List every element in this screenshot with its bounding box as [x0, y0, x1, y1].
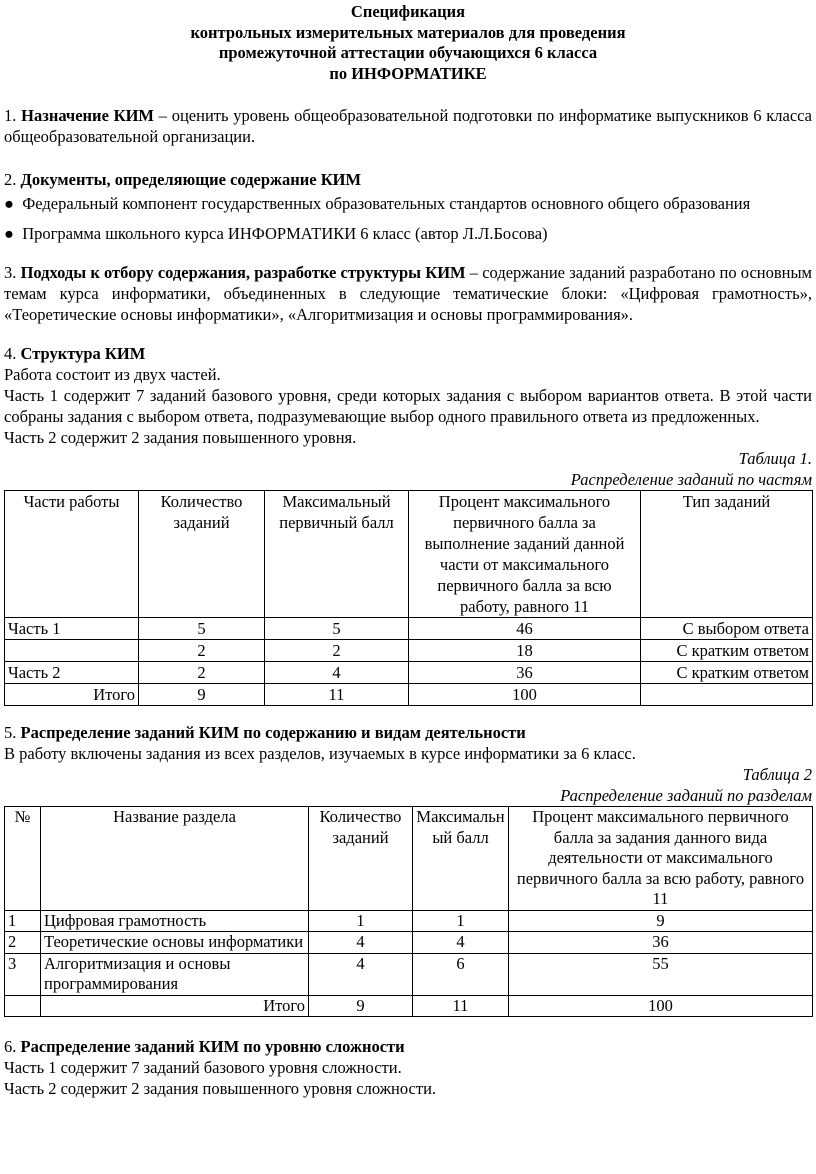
structure-line: Часть 2 содержит 2 задания повышенного уровня.	[4, 428, 357, 447]
section-content-distribution	[4, 722, 812, 743]
table-cell: 1	[309, 910, 413, 932]
section-heading: Назначение КИМ	[21, 106, 154, 125]
table-cell: 5	[265, 618, 409, 640]
table-cell: 2	[139, 640, 265, 662]
table-cell	[5, 995, 41, 1017]
list-item	[4, 193, 812, 214]
table-cell: 4	[309, 953, 413, 995]
table2-subcaption: Распределение заданий по разделам	[560, 786, 812, 805]
list-item	[4, 223, 812, 244]
header-cell: №	[5, 807, 41, 911]
table-cell: Цифровая грамотность	[41, 910, 309, 932]
header-cell: Процент максимального первичного балла за выполнение заданий данной части от максимального первичного балла за всю работу, равного 11	[409, 491, 641, 618]
section-heading: Распределение заданий КИМ по уровню сложности	[20, 1037, 405, 1056]
table-cell: 11	[265, 684, 409, 706]
table-cell	[5, 640, 139, 662]
bullet-icon: ●	[4, 224, 14, 243]
table-row	[5, 662, 813, 684]
title-line: контрольных измерительных материалов для проведения	[190, 22, 626, 42]
table-cell: 9	[139, 684, 265, 706]
table-total-row	[5, 995, 813, 1017]
table-row	[5, 910, 813, 932]
table-cell: С кратким ответом	[641, 662, 813, 684]
section-text: – оценить уровень общеобразовательной подготовки по информатике выпускников 6 класса общеобразовательной организации.	[4, 106, 813, 146]
difficulty-line: Часть 1 содержит 7 заданий базового уровня сложности.	[4, 1058, 402, 1077]
table2-caption: Таблица 2	[742, 765, 812, 784]
table-total-row	[5, 684, 813, 706]
table-cell: 100	[409, 684, 641, 706]
document-page	[4, 2, 812, 1099]
table-cell: 2	[265, 640, 409, 662]
title-line: Спецификация	[350, 2, 466, 21]
difficulty-line: Часть 2 содержит 2 задания повышенного уровня сложности.	[4, 1079, 437, 1098]
table-cell: 1	[413, 910, 509, 932]
table-cell: 100	[509, 995, 813, 1017]
table-cell: 4	[265, 662, 409, 684]
section-documents	[4, 169, 812, 190]
table-cell: Алгоритмизация и основы программирования	[41, 953, 309, 995]
table-cell: 36	[409, 662, 641, 684]
section-number: 3.	[4, 263, 17, 282]
section-heading: Документы, определяющие содержание КИМ	[20, 170, 362, 189]
table-cell: Часть 1	[5, 618, 139, 640]
section-number: 6.	[4, 1037, 17, 1056]
table-cell: Итого	[5, 684, 139, 706]
table-cell: 2	[139, 662, 265, 684]
document-title	[4, 2, 812, 84]
section-number: 2.	[4, 170, 17, 189]
section-number: 1.	[4, 106, 17, 125]
section-heading: Структура КИМ	[20, 344, 146, 363]
header-cell: Процент максимального первичного балла за задания данного вида деятельности от максимального первичного балла за всю работу, равного 11	[509, 807, 813, 911]
section-structure	[4, 343, 812, 364]
table-cell: 2	[5, 932, 41, 954]
table-cell: 36	[509, 932, 813, 954]
header-cell: Название раздела	[41, 807, 309, 911]
section-text: – содержание заданий разработано по основным темам курса информатики, объединенных в следующие тематические блоки: «Цифровая грамотность», «Теоретические основы информатики», «Алгоритмизация и основы программирования».	[4, 263, 812, 324]
section-heading: Распределение заданий КИМ по содержанию и видам деятельности	[20, 723, 526, 742]
bullet-icon: ●	[4, 194, 14, 213]
table-cell: С кратким ответом	[641, 640, 813, 662]
table-cell: С выбором ответа	[641, 618, 813, 640]
header-cell: Максимальный первичный балл	[265, 491, 409, 618]
table1-caption: Таблица 1.	[738, 449, 812, 468]
table-cell	[641, 684, 813, 706]
section-approaches	[4, 262, 812, 325]
header-cell: Количество заданий	[139, 491, 265, 618]
table-cell: 11	[413, 995, 509, 1017]
section-number: 4.	[4, 344, 17, 363]
table-cell: 1	[5, 910, 41, 932]
table-row	[5, 932, 813, 954]
list-item-text: Программа школьного курса ИНФОРМАТИКИ 6 класс (автор Л.Л.Босова)	[22, 224, 548, 243]
table-header-row	[5, 807, 813, 911]
table-cell: 4	[309, 932, 413, 954]
header-cell: Тип заданий	[641, 491, 813, 618]
section-difficulty	[4, 1036, 812, 1057]
table-cell: Часть 2	[5, 662, 139, 684]
header-cell: Количество заданий	[309, 807, 413, 911]
table-cell: 18	[409, 640, 641, 662]
table-row	[5, 640, 813, 662]
table-cell: 55	[509, 953, 813, 995]
table-cell: Теоретические основы информатики	[41, 932, 309, 954]
table-header-row	[5, 491, 813, 618]
section-purpose	[4, 105, 812, 147]
section-heading: Подходы к отбору содержания, разработке структуры КИМ	[20, 263, 466, 282]
title-line: промежуточной аттестации обучающихся 6 класса	[218, 43, 598, 62]
header-cell: Части работы	[5, 491, 139, 618]
section-number: 5.	[4, 723, 17, 742]
table-cell: 3	[5, 953, 41, 995]
table-row	[5, 618, 813, 640]
table-cell: 9	[309, 995, 413, 1017]
structure-line: Работа состоит из двух частей.	[4, 365, 221, 384]
table-distribution-by-parts	[4, 490, 813, 706]
table1-subcaption: Распределение заданий по частям	[570, 470, 812, 489]
header-cell: Максимальный балл	[413, 807, 509, 911]
table-cell: 6	[413, 953, 509, 995]
title-line: по ИНФОРМАТИКЕ	[329, 63, 487, 83]
structure-line: Часть 1 содержит 7 заданий базового уровня, среди которых задания с выбором вариантов ответа. В этой части собраны задания с выбором ответа, подразумевающие выбор одного правильного ответа из предложенных.	[4, 386, 812, 426]
list-item-text: Федеральный компонент государственных образовательных стандартов основного общего образования	[22, 194, 751, 213]
table-row	[5, 953, 813, 995]
table-distribution-by-sections	[4, 806, 813, 1017]
table-cell: 46	[409, 618, 641, 640]
section-text: В работу включены задания из всех разделов, изучаемых в курсе информатики за 6 класс.	[4, 744, 636, 763]
table-cell: 9	[509, 910, 813, 932]
table-cell: 5	[139, 618, 265, 640]
table-cell: 4	[413, 932, 509, 954]
table-cell: Итого	[41, 995, 309, 1017]
